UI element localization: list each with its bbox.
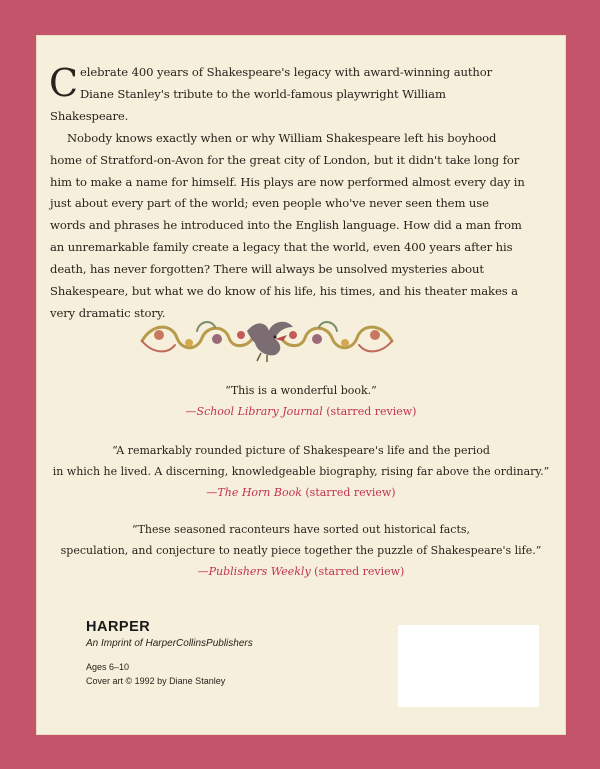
review-quote-3-source	[36, 561, 566, 582]
age-range: Ages 6–10	[86, 662, 130, 672]
barcode-box	[398, 625, 539, 707]
imprint-name: HarperCollinsPublishers	[145, 638, 253, 649]
blurb-text	[50, 62, 525, 325]
publisher-block	[86, 618, 253, 688]
imprint-line	[86, 637, 253, 651]
review-quote-2-note: (starred review)	[301, 486, 396, 499]
review-quote-1-publication: —School Library Journal	[185, 405, 323, 418]
review-quote-1-line-1: “This is a wonderful book.”	[225, 384, 377, 397]
review-quote-2-line-1: “A remarkably rounded picture of Shakespeare's life and the period	[112, 444, 490, 457]
imprint-prefix: An Imprint of	[86, 638, 146, 649]
review-quote-1-source	[36, 401, 566, 422]
harper-logo: HARPER	[86, 619, 151, 635]
review-quote-3	[36, 519, 566, 582]
review-quote-1	[36, 380, 566, 422]
cover-art-credit: Cover art © 1992 by Diane Stanley	[86, 676, 226, 686]
bird-ornament-icon	[137, 313, 397, 363]
review-quote-3-publication: —Publishers Weekly	[197, 565, 311, 578]
review-quote-3-line-1: “These seasoned raconteurs have sorted out historical facts,	[131, 523, 471, 536]
review-quote-3-line-2: speculation, and conjecture to neatly piece together the puzzle of Shakespeare's life.”	[60, 544, 542, 557]
blurb-paragraph-1-text: elebrate 400 years of Shakespeare's legacy with award-winning author Diane Stanley's tribute to the world-famous playwright William Shakespeare.	[50, 65, 493, 123]
drop-cap: C	[49, 61, 78, 105]
review-quote-1-note: (starred review)	[322, 405, 417, 418]
review-quote-2-publication: —The Horn Book	[206, 486, 302, 499]
review-quote-3-note: (starred review)	[310, 565, 405, 578]
review-quote-2-source	[36, 482, 566, 503]
blurb-paragraph-1	[50, 62, 525, 128]
review-quote-2-line-2: in which he lived. A discerning, knowledgeable biography, rising far above the ordinary.”	[52, 465, 550, 478]
review-quote-2	[36, 440, 566, 503]
blurb-paragraph-2: Nobody knows exactly when or why William Shakespeare left his boyhood home of Stratford-on-Avon for the great city of London, but it didn't take long for him to make a name for himself. His plays are now performed almost every day in just about every part of the world; even people who've never seen them use words and phrases he introduced into the English language. How did a man from an unremarkable family create a legacy that the world, even 400 years after his death, has never forgotten? There will always be unsolved mysteries about Shakespeare, but what we do know of his life, his times, and his theater makes a very dramatic story.	[50, 130, 525, 320]
